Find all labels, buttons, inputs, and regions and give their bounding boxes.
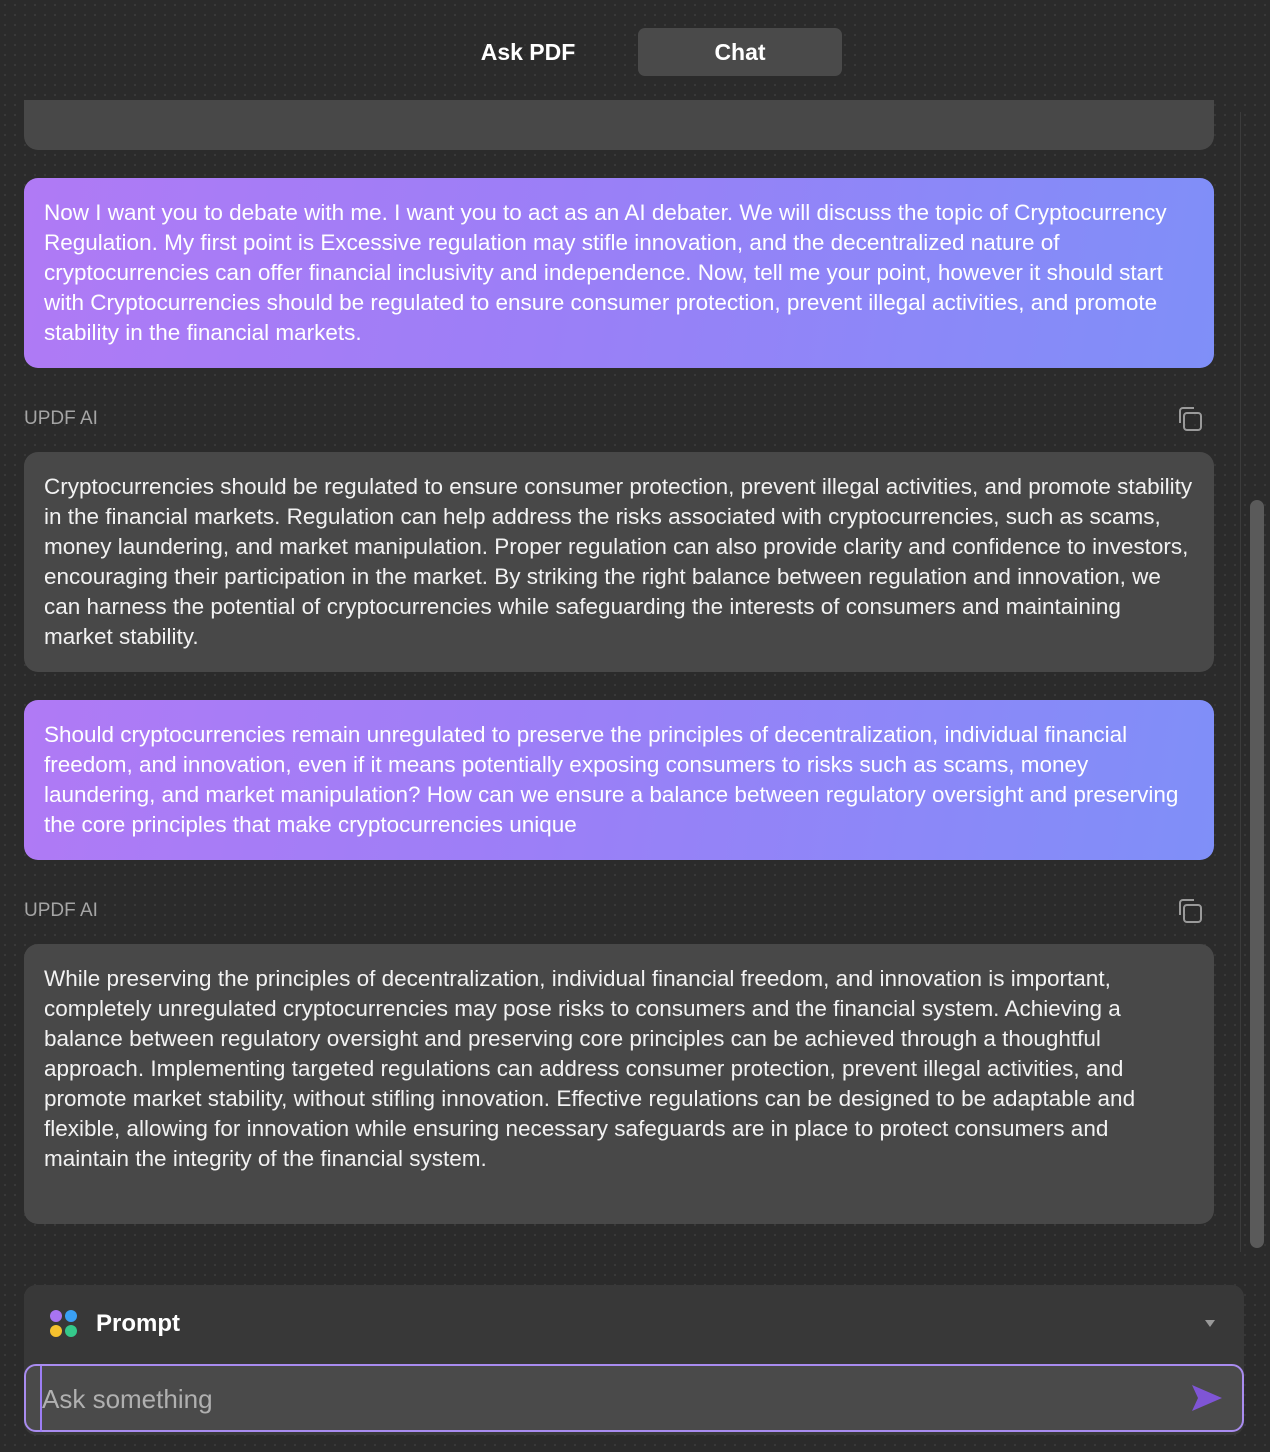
ai-message: Cryptocurrencies should be regulated to ensure consumer protection, prevent illegal activities, and promote stability in the financial markets. Regulation can help address the risks associated with cryptocurrencies, such as scams, money laundering, and market manipulation. Proper regulation can also provide clarity and confidence to investors, encouraging their participation in the market. By striking the right balance between regulation and innovation, we can harness the potential of cryptocurrencies while safeguarding the interests of consumers and maintaining market stability. xyxy=(24,452,1214,672)
copy-icon[interactable] xyxy=(1176,897,1204,925)
ask-input-container xyxy=(24,1364,1244,1432)
scroll-track xyxy=(1240,112,1241,1252)
scrollbar-thumb[interactable] xyxy=(1250,500,1264,1248)
tab-bar xyxy=(0,28,1270,76)
tab-chat[interactable]: Chat xyxy=(638,28,842,76)
tab-ask-pdf[interactable]: Ask PDF xyxy=(480,39,576,65)
ai-label: UPDF AI xyxy=(24,900,98,921)
ai-label: UPDF AI xyxy=(24,408,98,429)
ai-message: While preserving the principles of decentralization, individual financial freedom, and innovation is important, completely unregulated cryptocurrencies may pose risks to consumers and the financial system. Achieving a balance between regulatory oversight and preserving core principles can be achieved through a thoughtful approach. Implementing targeted regulations can address consumer protection, prevent illegal activities, and promote market stability, without stifling innovation. Effective regulations can be designed to be adaptable and flexible, allowing for innovation while ensuring necessary safeguards are in place to protect consumers and maintain the integrity of the financial system. xyxy=(24,944,1214,1224)
user-message: Now I want you to debate with me. I want you to act as an AI debater. We will discuss the topic of Cryptocurrency Regulation. My first point is Excessive regulation may stifle innovation, and the decentralized nature of cryptocurrencies can offer financial inclusivity and independence. Now, tell me your point, however it should start with Cryptocurrencies should be regulated to ensure consumer protection, prevent illegal activities, and promote stability in the financial markets. xyxy=(24,178,1214,368)
prompt-dots-icon[interactable] xyxy=(50,1310,78,1338)
chevron-down-icon[interactable] xyxy=(1205,1320,1215,1327)
ask-input[interactable] xyxy=(40,1366,1174,1432)
previous-message-partial xyxy=(24,100,1214,150)
chat-history xyxy=(0,100,1240,1250)
user-message: Should cryptocurrencies remain unregulated to preserve the principles of decentralization, individual financial freedom, and innovation, even if it means potentially exposing consumers to risks such as scams, money laundering, and market manipulation? How can we ensure a balance between regulatory oversight and preserving the core principles that make cryptocurrencies unique xyxy=(24,700,1214,860)
prompt-button[interactable]: Prompt xyxy=(96,1310,180,1337)
copy-icon[interactable] xyxy=(1176,405,1204,433)
send-icon[interactable] xyxy=(1190,1382,1224,1414)
